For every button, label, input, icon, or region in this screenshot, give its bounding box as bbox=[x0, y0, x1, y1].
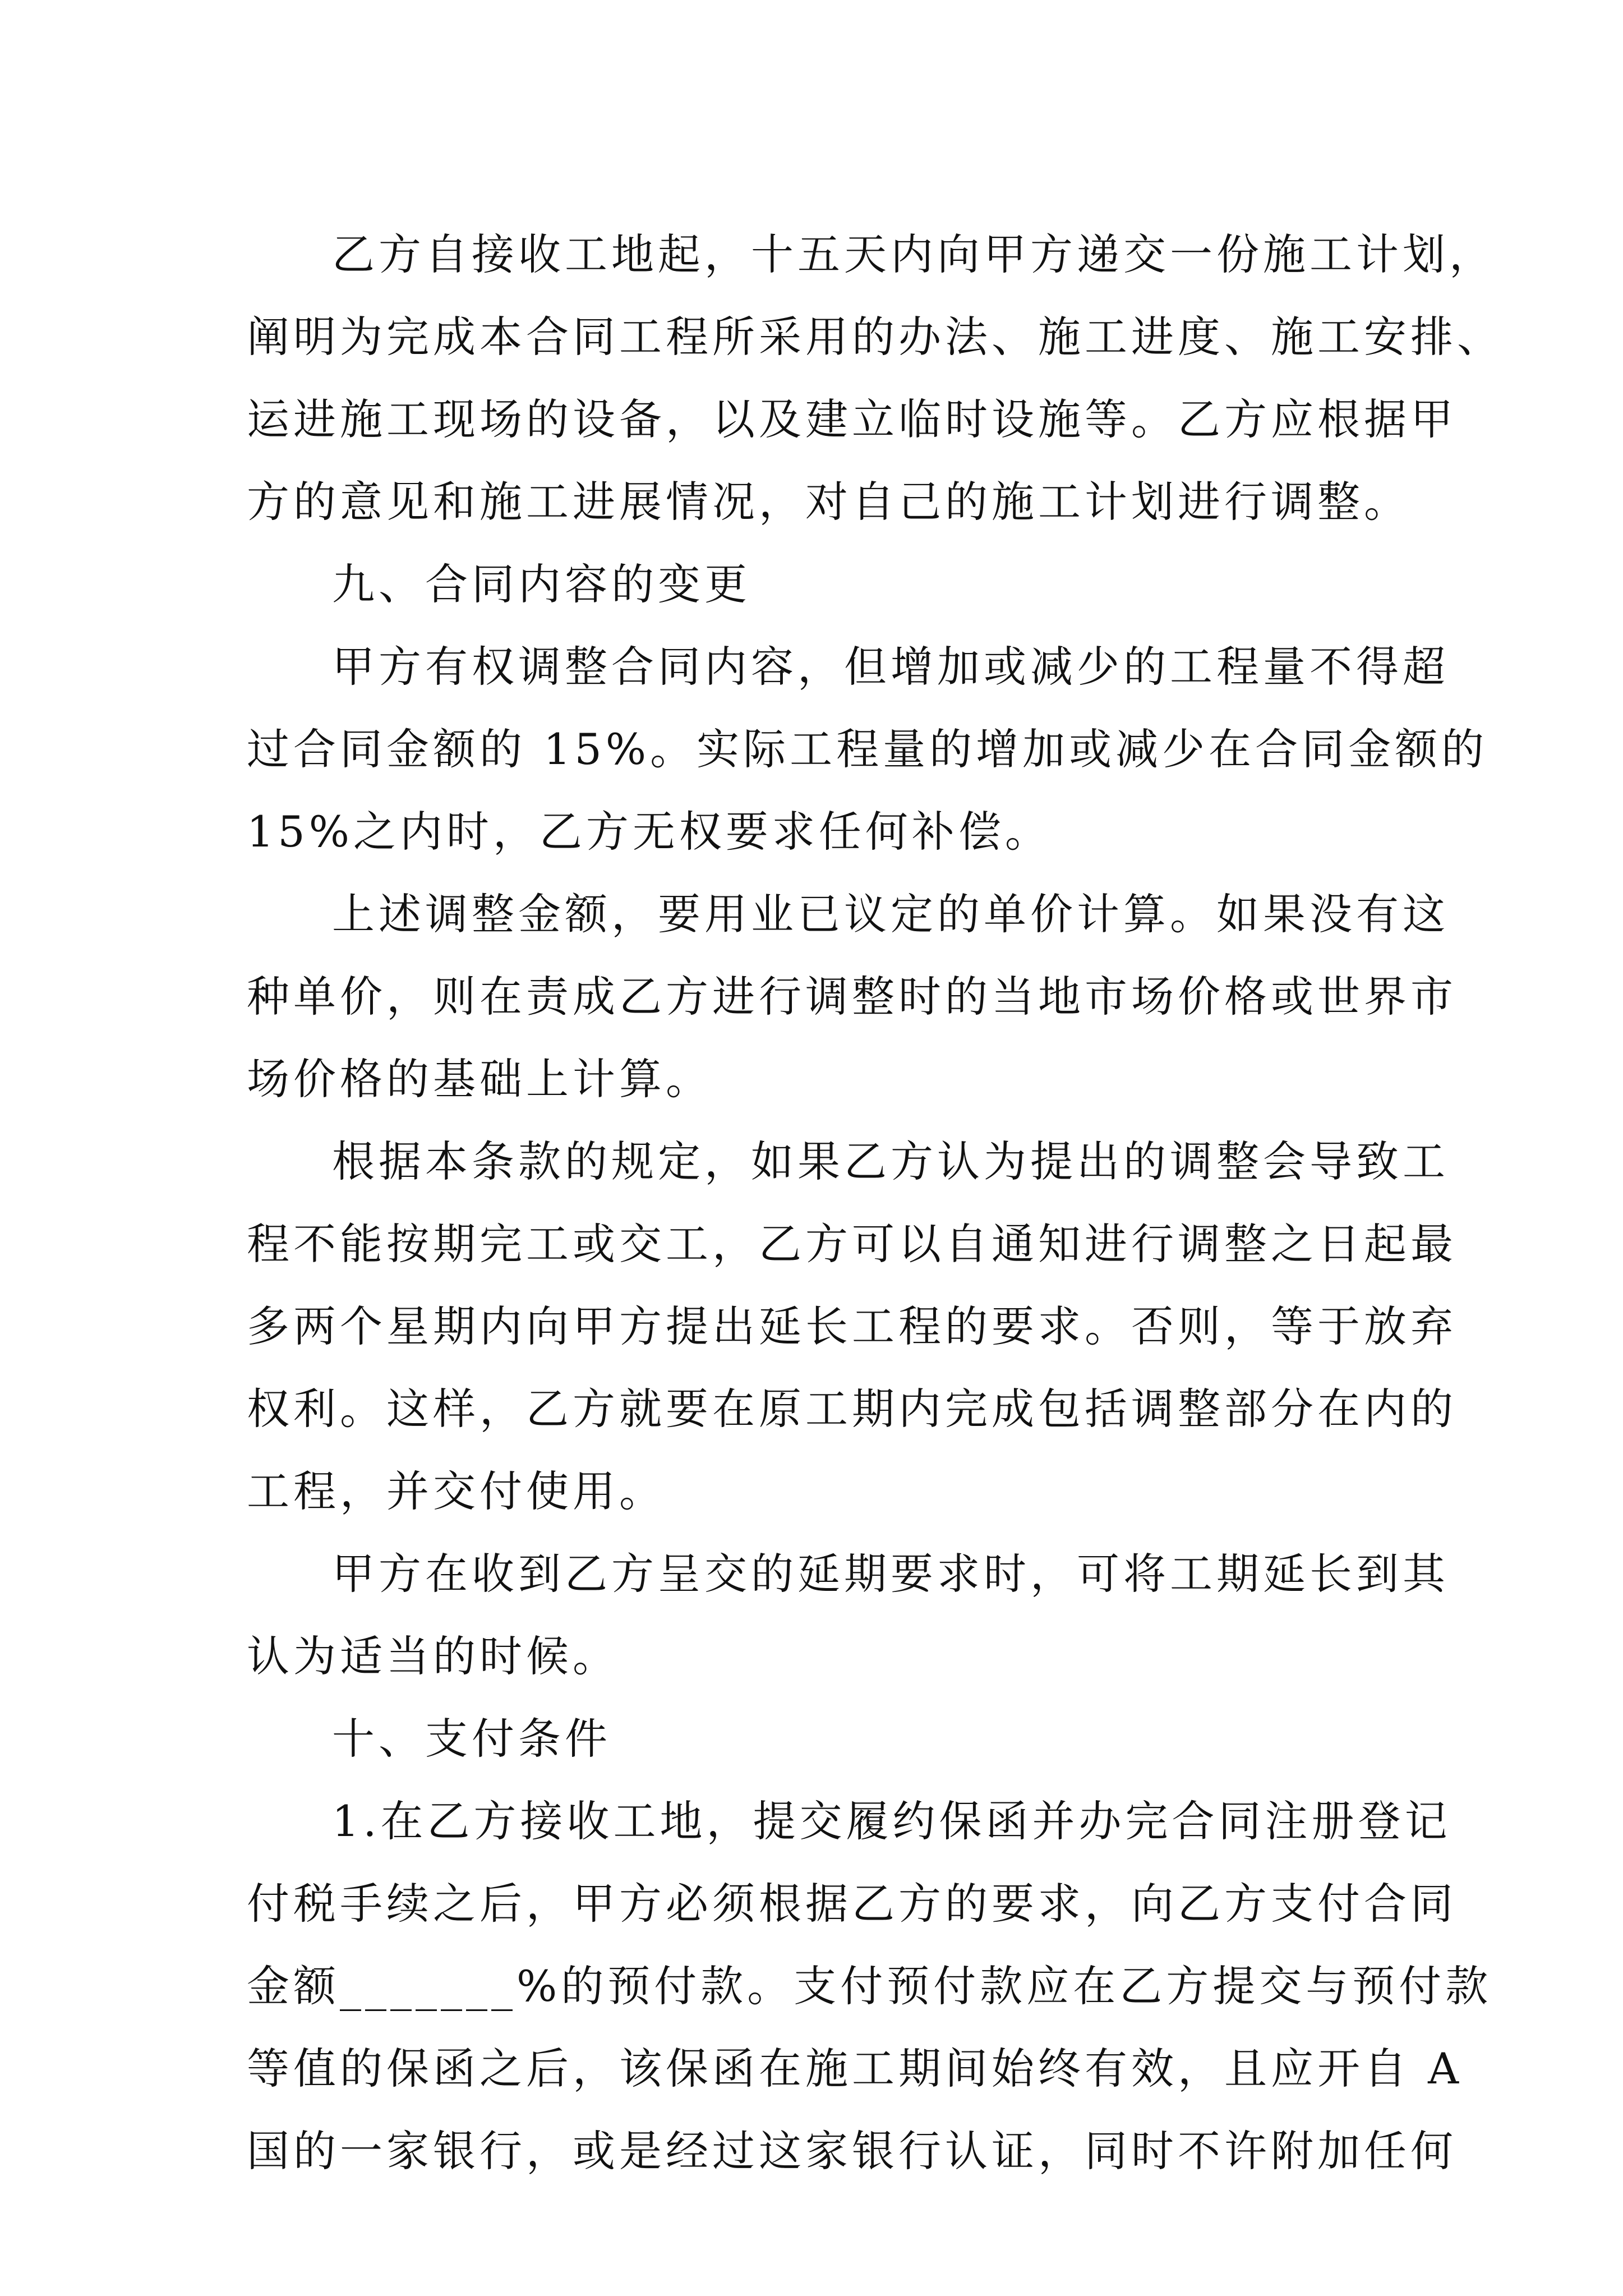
document-line: 种单价，则在责成乙方进行调整时的当地市场价格或世界市 bbox=[247, 972, 1457, 1022]
document-line: 阐明为完成本合同工程所采用的办法、施工进度、施工安排、 bbox=[247, 312, 1504, 362]
document-line: 乙方自接收工地起，十五天内向甲方递交一份施工计划， bbox=[332, 229, 1496, 279]
document-line: 根据本条款的规定，如果乙方认为提出的调整会导致工 bbox=[332, 1137, 1449, 1186]
document-line: 上述调整金额，要用业已议定的单价计算。如果没有这 bbox=[332, 889, 1449, 939]
document-line: 等值的保函之后，该保函在施工期间始终有效，且应开自 A bbox=[247, 2044, 1463, 2093]
document-line: 多两个星期内向甲方提出延长工程的要求。否则，等于放弃 bbox=[247, 1301, 1457, 1351]
document-line: 过合同金额的 15%。实际工程量的增加或减少在合同金额的 bbox=[247, 724, 1488, 774]
document-line: 金额_______%的预付款。支付预付款应在乙方提交与预付款 bbox=[247, 1961, 1492, 2011]
document-line: 认为适当的时候。 bbox=[247, 1631, 619, 1681]
document-line: 九、合同内容的变更 bbox=[332, 559, 751, 609]
document-line: 甲方在收到乙方呈交的延期要求时，可将工期延长到其 bbox=[332, 1549, 1449, 1599]
document-line: 1.在乙方接收工地，提交履约保函并办完合同注册登记 bbox=[332, 1796, 1451, 1846]
document-line: 程不能按期完工或交工，乙方可以自通知进行调整之日起最 bbox=[247, 1219, 1457, 1269]
document-line: 十、支付条件 bbox=[332, 1714, 611, 1764]
document-line: 方的意见和施工进展情况，对自己的施工计划进行调整。 bbox=[247, 477, 1410, 527]
document-line: 国的一家银行，或是经过这家银行认证，同时不许附加任何 bbox=[247, 2126, 1457, 2176]
document-line: 甲方有权调整合同内容，但增加或减少的工程量不得超 bbox=[332, 642, 1449, 692]
document-line: 运进施工现场的设备，以及建立临时设施等。乙方应根据甲 bbox=[247, 394, 1457, 444]
document-line: 场价格的基础上计算。 bbox=[247, 1054, 712, 1104]
document-line: 15%之内时，乙方无权要求任何补偿。 bbox=[247, 807, 1052, 857]
document-line: 权利。这样，乙方就要在原工期内完成包括调整部分在内的 bbox=[247, 1384, 1457, 1434]
document-line: 付税手续之后，甲方必须根据乙方的要求，向乙方支付合同 bbox=[247, 1879, 1457, 1929]
document-body bbox=[247, 213, 1504, 2192]
document-line: 工程，并交付使用。 bbox=[247, 1466, 666, 1516]
